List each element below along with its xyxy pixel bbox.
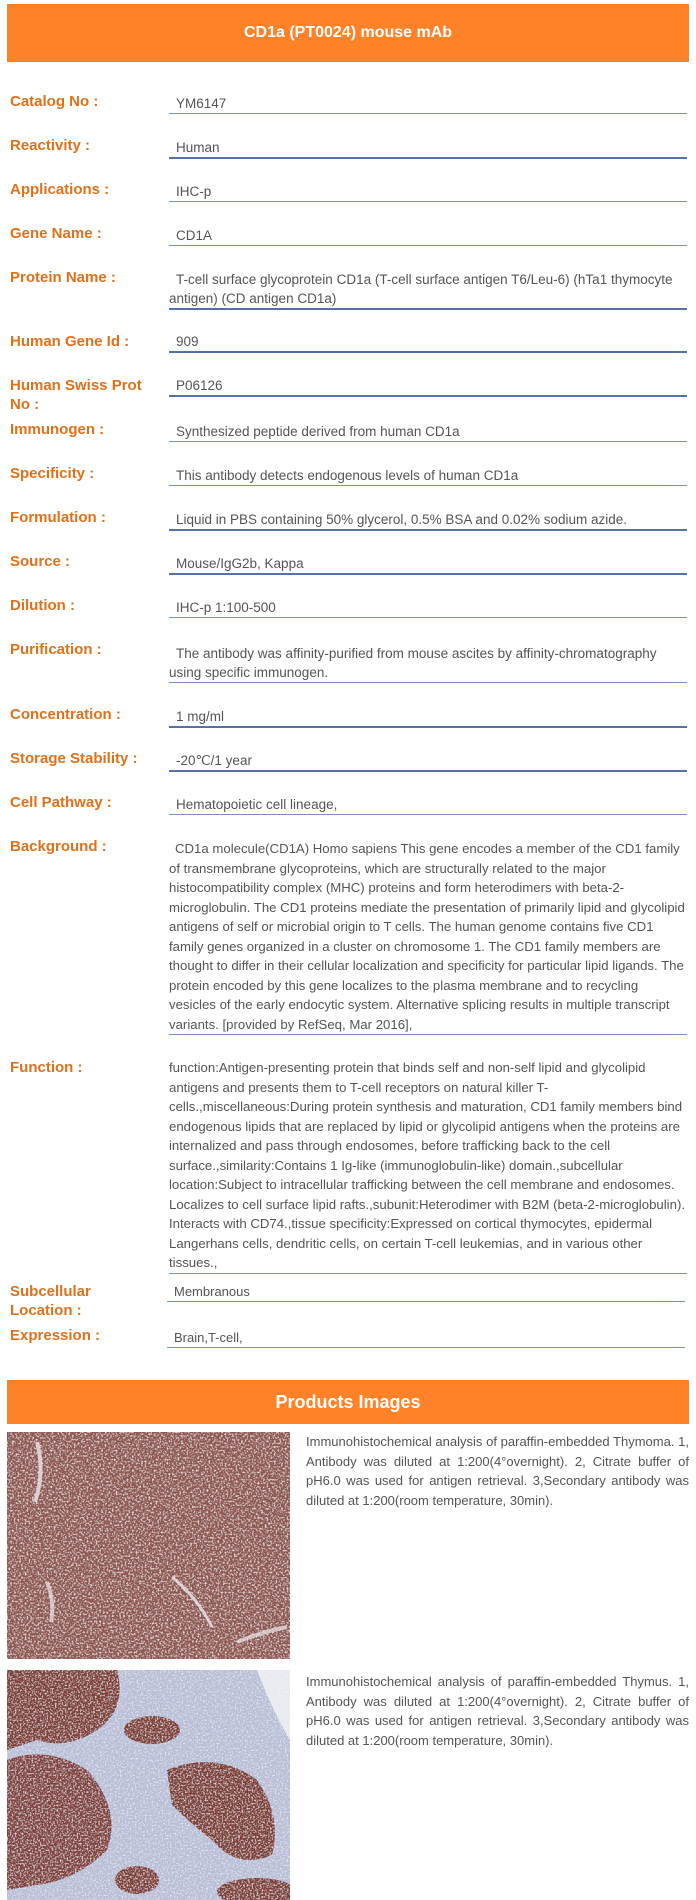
field-label: Purification :: [10, 641, 102, 658]
field-value: Synthesized peptide derived from human CD1a: [169, 422, 687, 442]
field-label: Cell Pathway :: [10, 794, 112, 811]
ihc-image-thymus: [7, 1670, 290, 1900]
field-value: This antibody detects endogenous levels of human CD1a: [169, 466, 687, 486]
field-value: Membranous: [167, 1282, 685, 1302]
field-value: CD1a molecule(CD1A) Homo sapiens This gene encodes a member of the CD1 family of transmembrane glycoproteins, which are structurally related to the major histocompatibility complex (MHC) proteins and form heterodimers with beta-2-microglobulin. The CD1 proteins mediate the presentation of primarily lipid and glycolipid antigens of self or microbial origin to T cells. The human genome contains five CD1 family genes organized in a cluster on chromosome 1. The CD1 family members are thought to differ in their cellular localization and specificity for particular lipid ligands. The protein encoded by this gene localizes to the plasma membrane and to recycling vesicles of the early endocytic system. Alternative splicing results in multiple transcript variants. [provided by RefSeq, Mar 2016],: [169, 839, 687, 1035]
field-label: Dilution :: [10, 597, 75, 614]
products-images-header: Products Images: [7, 1380, 689, 1424]
field-label: Protein Name :: [10, 269, 116, 286]
field-value: -20℃/1 year: [169, 751, 687, 772]
field-label: Storage Stability :: [10, 750, 138, 767]
field-value: CD1A: [169, 226, 687, 246]
field-label: Human Swiss Prot No :: [10, 377, 142, 413]
field-value: function:Antigen-presenting protein that binds self and non-self lipid and glycolipid antigens and presents them to T-cell receptors on natural killer T-cells.,miscellaneous:During protein synthesis and maturation, CD1 family members bind endogenous lipids that are replaced by lipid or glycolipid antigens when the proteins are internalized and pass through endosomes, before trafficking back to the cell surface.,similarity:Contains 1 Ig-like (immunoglobulin-like) domain.,subcellular location:Subject to intracellular trafficking between the cell membrane and endosomes. Localizes to cell surface lipid rafts.,subunit:Heterodimer with B2M (beta-2-microglobulin). Interacts with CD74.,tissue specificity:Expressed on cortical thymocytes, epidermal Langerhans cells, dendritic cells, on certain T-cell leukemias, and in various other tissues.,: [169, 1058, 687, 1274]
field-value: YM6147: [169, 94, 687, 114]
field-value: The antibody was affinity-purified from mouse ascites by affinity-chromatography using specific immunogen.: [169, 644, 687, 683]
field-label: Function :: [10, 1059, 83, 1076]
field-label: Immunogen :: [10, 421, 105, 438]
field-value: Mouse/IgG2b, Kappa: [169, 554, 687, 575]
image-caption: Immunohistochemical analysis of paraffin-embedded Thymoma. 1, Antibody was diluted at 1:200(4°overnight). 2, Citrate buffer of pH6.0 was used for antigen retrieval. 3,Secondary antibody was diluted at 1:200(room temperature, 30min).: [306, 1434, 689, 1508]
field-value: 909: [169, 332, 687, 353]
page-title: CD1a (PT0024) mouse mAb: [7, 4, 689, 62]
image-caption: Immunohistochemical analysis of paraffin-embedded Thymus. 1, Antibody was diluted at 1:200(4°overnight). 2, Citrate buffer of pH6.0 was used for antigen retrieval. 3,Secondary antibody was diluted at 1:200(room temperature, 30min).: [306, 1674, 689, 1748]
field-label: Subcellular Location :: [10, 1283, 91, 1319]
field-value: T-cell surface glycoprotein CD1a (T-cell surface antigen T6/Leu-6) (hTa1 thymocyte antigen) (CD antigen CD1a): [169, 270, 687, 310]
field-value: IHC-p: [169, 182, 687, 202]
field-label: Catalog No :: [10, 93, 99, 110]
field-value: Brain,T-cell,: [167, 1328, 685, 1348]
field-label: Specificity :: [10, 465, 95, 482]
field-value: P06126: [169, 376, 687, 397]
field-value: Liquid in PBS containing 50% glycerol, 0.5% BSA and 0.02% sodium azide.: [169, 510, 687, 531]
field-label: Applications :: [10, 181, 110, 198]
field-label: Gene Name :: [10, 225, 102, 242]
field-value: 1 mg/ml: [169, 707, 687, 728]
field-value: Human: [169, 138, 687, 159]
field-label: Reactivity :: [10, 137, 91, 154]
field-value: IHC-p 1:100-500: [169, 598, 687, 618]
field-label: Concentration :: [10, 706, 121, 723]
field-label: Formulation :: [10, 509, 106, 526]
field-label: Background :: [10, 838, 107, 855]
field-value: Hematopoietic cell lineage,: [169, 795, 687, 815]
field-label: Expression :: [10, 1327, 101, 1344]
field-label: Human Gene Id :: [10, 333, 130, 350]
field-label: Source :: [10, 553, 71, 570]
ihc-image-thymoma: [7, 1432, 290, 1659]
